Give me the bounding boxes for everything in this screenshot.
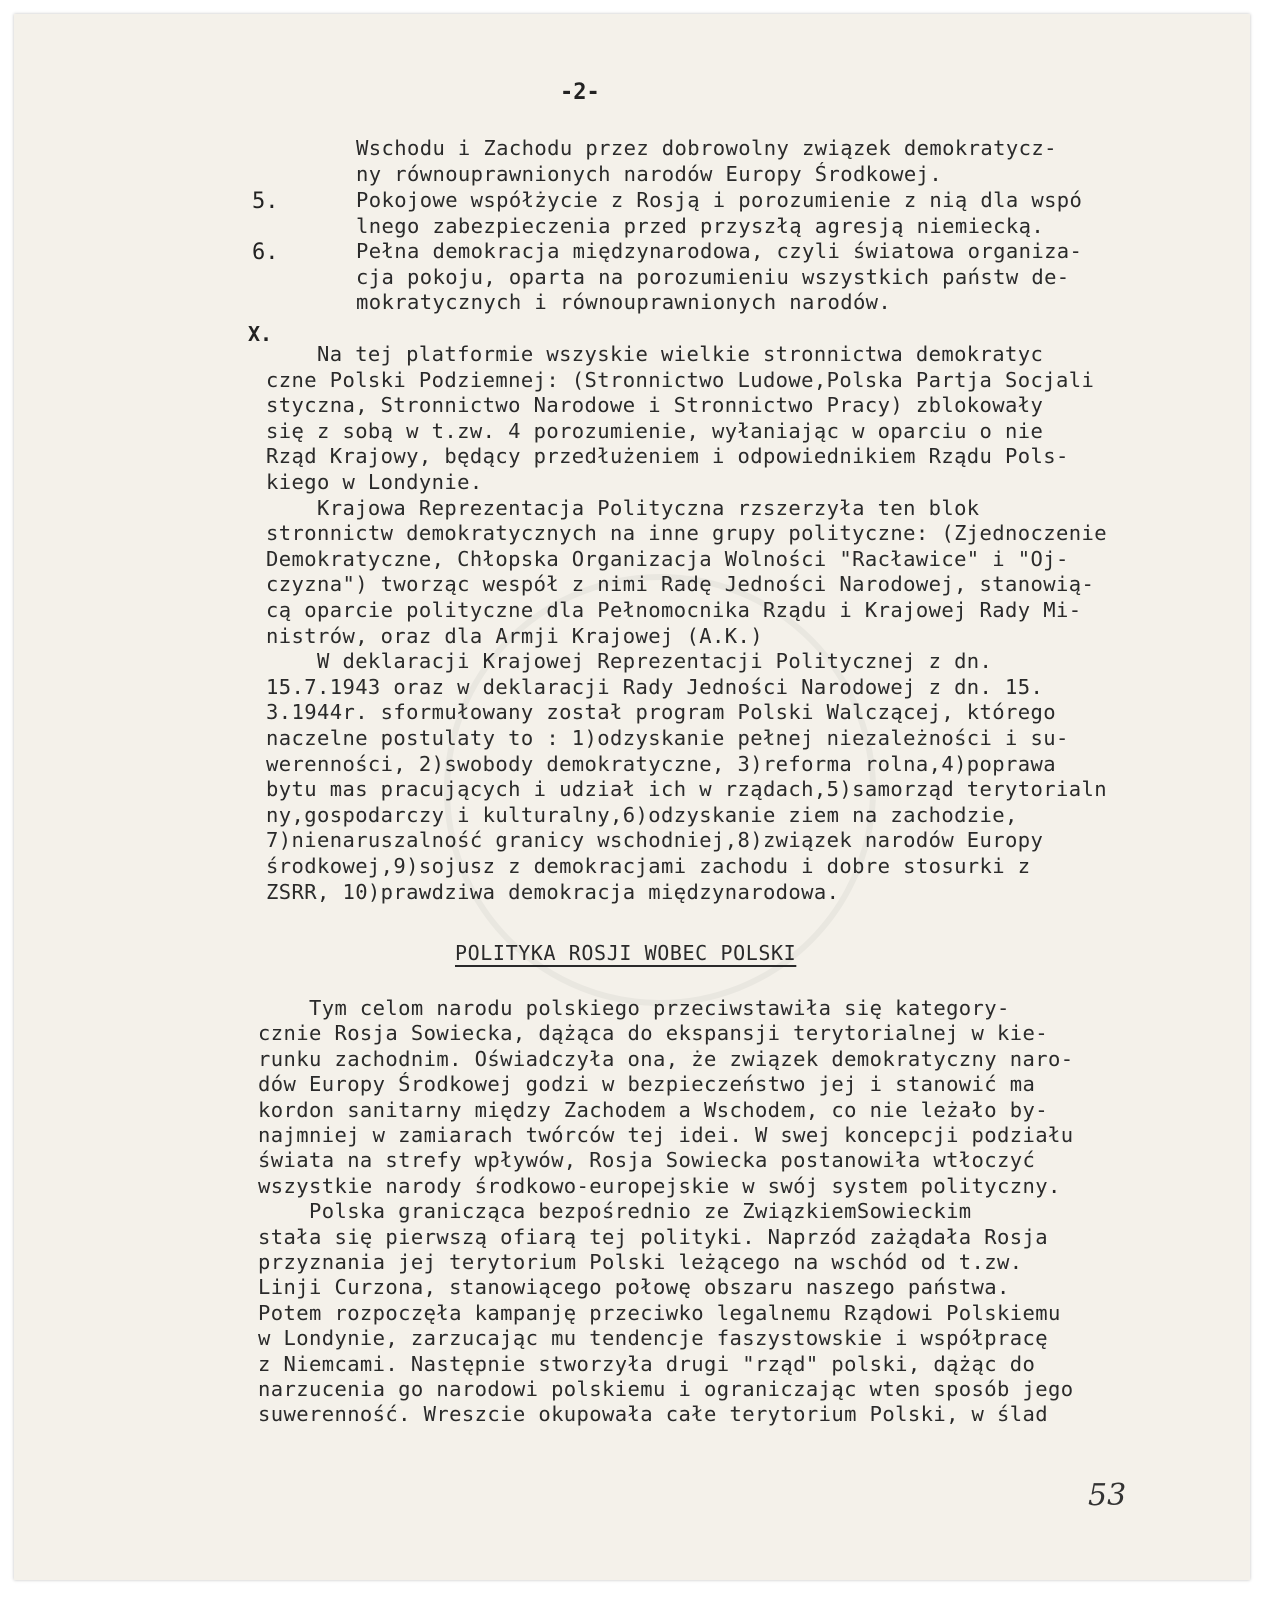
text-line: Na tej platformie wszyskie wielkie stronnictwa demokratyc (266, 342, 1044, 366)
text-line: czyzna") tworząc wespół z nimi Radę Jedności Narodowej, stanowią- (266, 572, 1095, 597)
text-line: cą oparcie polityczne dla Pełnomocnika Rządu i Krajowej Rady Mi- (266, 598, 1082, 622)
text-line: środkowej,9)sojusz z demokracjami zachodu i dobre stosurki z (266, 854, 1031, 878)
text-line: bytu mas pracujących i udział ich w rządach,5)samorząd terytorialn (266, 777, 1107, 802)
text-line: nistrów, oraz dla Armji Krajowej (A.K.) (266, 623, 763, 648)
text-line: dów Europy Środkowej godzi w bezpieczeństwo jej i stanowić ma (258, 1072, 1036, 1097)
text-line: narzucenia go narodowi polskiemu i ograniczając wten sposób jego (258, 1377, 1074, 1401)
text-line: kordon sanitarny między Zachodem a Wschodem, co nie leżało by- (258, 1097, 1049, 1122)
text-line: przyznania jej terytorium Polski leżącego na wschód od t.zw. (258, 1250, 1023, 1274)
text-line: w Londynie, zarzucając mu tendencje faszystowskie i współpracę (258, 1326, 1049, 1351)
text-line: Rząd Krajowy, będący przedłużeniem i odpowiednikiem Rządu Pols- (266, 444, 1069, 469)
text-line: 3.1944r. sformułowany został program Polski Walczącej, którego (266, 700, 1057, 725)
text-line: 15.7.1943 oraz w deklaracji Rady Jedności Narodowej z dn. 15. (266, 674, 1044, 699)
text-line: stała się pierwszą ofiarą tej polityki. Naprzód zażądała Rosja (258, 1224, 1049, 1249)
text-line: Polska granicząca bezpośrednio ze ZwiązkiemSowieckim (258, 1199, 972, 1224)
handwritten-page-number: 53 (1088, 1478, 1127, 1513)
text-line: z Niemcami. Następnie stworzyła drugi "rząd" polski, dążąc do (258, 1351, 1036, 1376)
text-line: styczna, Stronnictwo Narodowe i Stronnictwo Pracy) zblokowały (266, 393, 1044, 418)
item-line: Pełna demokracja międzynarodowa, czyli światowa organiza- (356, 239, 1083, 263)
section-heading: POLITYKA ROSJI WOBEC POLSKI (455, 941, 797, 965)
text-line: suwerenność. Wreszcie okupowała całe terytorium Polski, w ślad (258, 1402, 1049, 1427)
text-line: Linji Curzona, stanowiącego połowę obszaru naszego państwa. (258, 1275, 1010, 1300)
text-line: Potem rozpoczęła kampanję przeciwko legalnemu Rządowi Polskiemu (258, 1300, 1061, 1325)
text-line: ny,gospodarczy i kulturalny,6)odzyskanie ziem na zachodzie, (266, 802, 1018, 827)
item-line: ny równouprawnionych narodów Europy Środkowej. (356, 161, 943, 186)
text-line: 7)nienaruszalność granicy wschodniej,8)związek narodów Europy (266, 828, 1044, 853)
text-line: werenności, 2)swobody demokratyczne, 3)reforma rolna,4)poprawa (266, 751, 1057, 776)
text-line: kiego w Londynie. (266, 470, 483, 494)
item-number: 5. (252, 189, 279, 214)
item-number: 6. (252, 240, 279, 265)
item-line: mokratycznych i równouprawnionych narodów. (356, 290, 892, 314)
item-line: cja pokoju, oparta na porozumieniu wszystkich państw de- (356, 264, 1070, 289)
text-line: runku zachodnim. Oświadczyła ona, że związek demokratyczny naro- (258, 1046, 1074, 1071)
page-number: -2- (560, 80, 600, 105)
text-line: Tym celom narodu polskiego przeciwstawiła się kategory- (258, 996, 1010, 1020)
section-mark: X. (248, 322, 273, 346)
item-line: lnego zabezpieczenia przed przyszłą agresją niemiecką. (356, 213, 1045, 238)
item-line: Pokojowe współżycie z Rosją i porozumienie z nią dla wspó (356, 188, 1083, 212)
text-line: ZSRR, 10)prawdziwa demokracja międzynarodowa. (266, 879, 840, 904)
text-line: stronnictw demokratycznych na inne grupy polityczne: (Zjednoczenie (266, 521, 1107, 546)
text-line: wszystkie narody środkowo-europejskie w swój system polityczny. (258, 1173, 1061, 1198)
text-line: Demokratyczne, Chłopska Organizacja Wolności "Racławice" i "Oj- (266, 546, 1069, 571)
item-line: Wschodu i Zachodu przez dobrowolny związek demokratycz- (356, 136, 1057, 160)
text-line: cznie Rosja Sowiecka, dążąca do ekspansji terytorialnej w kie- (258, 1021, 1049, 1046)
text-line: najmniej w zamiarach twórców tej idei. W swej koncepcji podziału (258, 1123, 1074, 1147)
text-line: się z sobą w t.zw. 4 porozumienie, wyłaniając w oparciu o nie (266, 418, 1044, 443)
text-line: Krajowa Reprezentacja Polityczna rzszerzyła ten blok (266, 495, 980, 520)
text-line: W deklaracji Krajowej Reprezentacji Politycznej z dn. (266, 649, 993, 674)
text-line: świata na strefy wpływów, Rosja Sowiecka postanowiła wtłoczyć (258, 1148, 1036, 1173)
text-line: naczelne postulaty to : 1)odzyskanie pełnej niezależności i su- (266, 726, 1069, 750)
text-line: czne Polski Podziemnej: (Stronnictwo Ludowe,Polska Partja Socjali (266, 367, 1095, 392)
